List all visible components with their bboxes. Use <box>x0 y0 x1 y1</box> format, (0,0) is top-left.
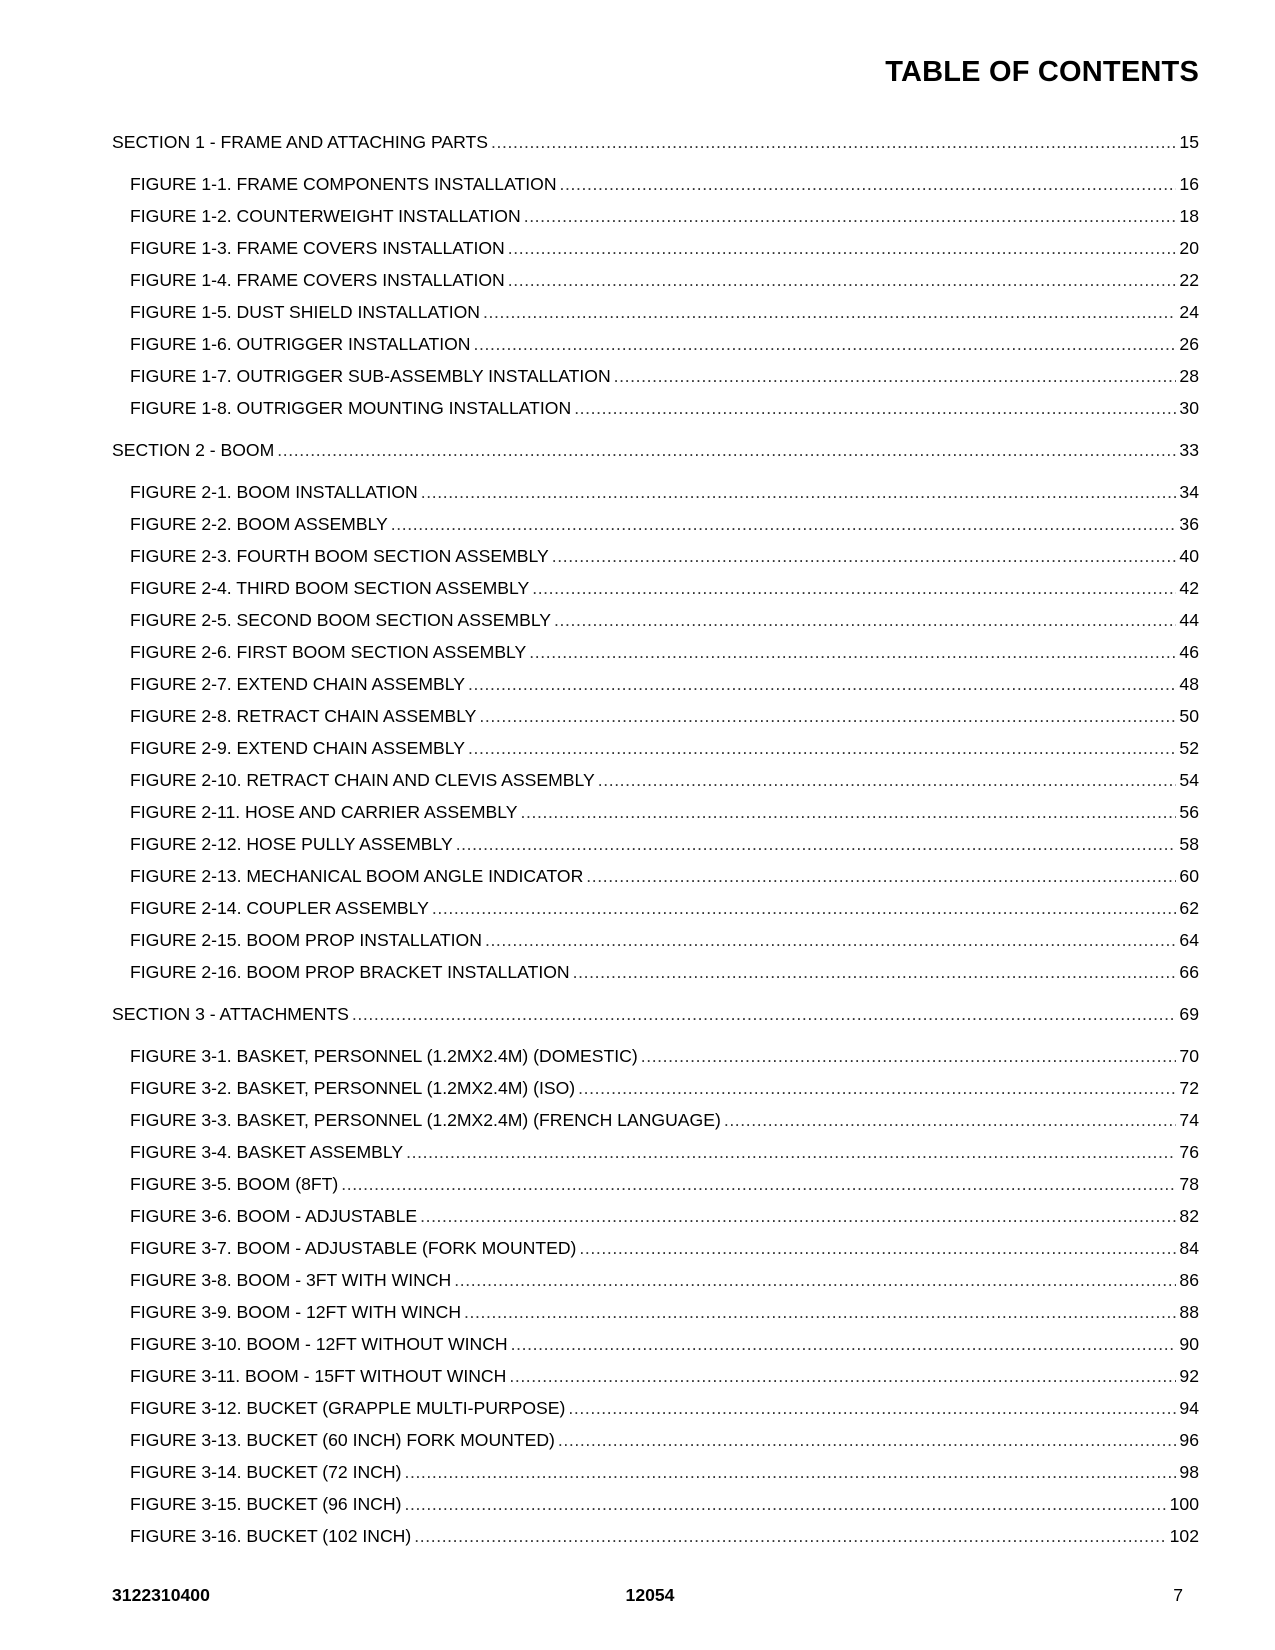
toc-figure-entry[interactable] <box>112 828 1199 860</box>
dot-leader <box>421 476 1176 508</box>
dot-leader <box>491 126 1176 158</box>
toc-entry-page-number: 74 <box>1179 1110 1199 1130</box>
toc-entry-label: FIGURE 3-3. BASKET, PERSONNEL (1.2MX2.4M) (FRENCH LANGUAGE) <box>130 1110 721 1130</box>
toc-figure-entry[interactable] <box>112 572 1199 604</box>
footer-doc-number: 3122310400 <box>112 1585 210 1605</box>
toc-entry-label: FIGURE 3-4. BASKET ASSEMBLY <box>130 1142 404 1162</box>
toc-entry-page-number: 33 <box>1179 440 1199 460</box>
table-of-contents <box>112 126 1199 1552</box>
dot-leader <box>508 232 1176 264</box>
toc-entry-label: FIGURE 3-5. BOOM (8FT) <box>130 1174 339 1194</box>
toc-entry-label: FIGURE 3-15. BUCKET (96 INCH) <box>130 1494 402 1514</box>
toc-figure-entry[interactable] <box>112 540 1199 572</box>
toc-entry-page-number: 98 <box>1179 1462 1199 1482</box>
dot-leader <box>586 860 1176 892</box>
toc-entry-label: FIGURE 3-10. BOOM - 12FT WITHOUT WINCH <box>130 1334 508 1354</box>
toc-entry-label: FIGURE 2-4. THIRD BOOM SECTION ASSEMBLY <box>130 578 530 598</box>
toc-entry-page-number: 52 <box>1179 738 1199 758</box>
toc-figure-entry[interactable] <box>112 1072 1199 1104</box>
dot-leader <box>277 434 1176 466</box>
toc-figure-entry[interactable] <box>112 1232 1199 1264</box>
toc-figure-entry[interactable] <box>112 1392 1199 1424</box>
dot-leader <box>558 1424 1176 1456</box>
toc-figure-entry[interactable] <box>112 1456 1199 1488</box>
toc-entry-page-number: 64 <box>1179 930 1199 950</box>
toc-figure-entry[interactable] <box>112 892 1199 924</box>
toc-entry-label: SECTION 2 - BOOM <box>112 440 275 460</box>
dot-leader <box>524 200 1176 232</box>
dot-leader <box>724 1104 1176 1136</box>
toc-entry-label: FIGURE 3-16. BUCKET (102 INCH) <box>130 1526 412 1546</box>
toc-entry-page-number: 50 <box>1179 706 1199 726</box>
dot-leader <box>474 328 1176 360</box>
toc-entry-label: FIGURE 1-5. DUST SHIELD INSTALLATION <box>130 302 480 322</box>
dot-leader <box>464 1296 1176 1328</box>
dot-leader <box>468 732 1176 764</box>
dot-leader <box>420 1200 1176 1232</box>
toc-entry-label: FIGURE 3-13. BUCKET (60 INCH) FORK MOUNTED) <box>130 1430 555 1450</box>
toc-entry-label: SECTION 1 - FRAME AND ATTACHING PARTS <box>112 132 489 152</box>
dot-leader <box>352 998 1176 1030</box>
dot-leader <box>414 1520 1166 1552</box>
toc-entry-page-number: 42 <box>1179 578 1199 598</box>
dot-leader <box>529 636 1176 668</box>
toc-entry-page-number: 20 <box>1179 238 1199 258</box>
toc-entry-page-number: 96 <box>1179 1430 1199 1450</box>
toc-entry-label: FIGURE 2-3. FOURTH BOOM SECTION ASSEMBLY <box>130 546 549 566</box>
toc-figure-entry[interactable] <box>112 168 1199 200</box>
toc-figure-entry[interactable] <box>112 604 1199 636</box>
dot-leader <box>479 700 1176 732</box>
footer-page-number: 7 <box>1173 1585 1183 1605</box>
toc-entry-label: FIGURE 3-6. BOOM - ADJUSTABLE <box>130 1206 418 1226</box>
toc-figure-entry[interactable] <box>112 764 1199 796</box>
toc-entry-label: FIGURE 1-4. FRAME COVERS INSTALLATION <box>130 270 505 290</box>
toc-entry-page-number: 16 <box>1179 174 1199 194</box>
toc-entry-label: FIGURE 3-12. BUCKET (GRAPPLE MULTI-PURPOSE) <box>130 1398 566 1418</box>
dot-leader <box>508 264 1176 296</box>
dot-leader <box>560 168 1176 200</box>
dot-leader <box>406 1136 1176 1168</box>
dot-leader <box>574 392 1176 424</box>
toc-entry-label: FIGURE 1-2. COUNTERWEIGHT INSTALLATION <box>130 206 521 226</box>
toc-entry-label: FIGURE 3-7. BOOM - ADJUSTABLE (FORK MOUNTED) <box>130 1238 577 1258</box>
dot-leader <box>511 1328 1176 1360</box>
toc-entry-label: FIGURE 1-8. OUTRIGGER MOUNTING INSTALLATION <box>130 398 572 418</box>
toc-entry-page-number: 66 <box>1179 962 1199 982</box>
dot-leader <box>614 360 1176 392</box>
toc-figure-entry[interactable] <box>112 328 1199 360</box>
toc-figure-entry[interactable] <box>112 1168 1199 1200</box>
toc-entry-label: FIGURE 2-7. EXTEND CHAIN ASSEMBLY <box>130 674 466 694</box>
toc-figure-entry[interactable] <box>112 264 1199 296</box>
toc-figure-entry[interactable] <box>112 476 1199 508</box>
toc-entry-label: FIGURE 1-1. FRAME COMPONENTS INSTALLATION <box>130 174 557 194</box>
toc-entry-page-number: 26 <box>1179 334 1199 354</box>
toc-entry-page-number: 90 <box>1179 1334 1199 1354</box>
toc-entry-page-number: 46 <box>1179 642 1199 662</box>
toc-figure-entry[interactable] <box>112 668 1199 700</box>
dot-leader <box>391 508 1176 540</box>
toc-entry-page-number: 18 <box>1179 206 1199 226</box>
toc-entry-page-number: 76 <box>1179 1142 1199 1162</box>
toc-figure-entry[interactable] <box>112 1040 1199 1072</box>
toc-figure-entry[interactable] <box>112 860 1199 892</box>
toc-entry-page-number: 78 <box>1179 1174 1199 1194</box>
toc-section-entry[interactable] <box>112 998 1199 1030</box>
toc-figure-entry[interactable] <box>112 200 1199 232</box>
toc-figure-entry[interactable] <box>112 700 1199 732</box>
toc-entry-page-number: 24 <box>1179 302 1199 322</box>
toc-figure-entry[interactable] <box>112 232 1199 264</box>
toc-entry-label: FIGURE 2-11. HOSE AND CARRIER ASSEMBLY <box>130 802 518 822</box>
page-title: TABLE OF CONTENTS <box>885 56 1199 88</box>
toc-entry-label: FIGURE 2-13. MECHANICAL BOOM ANGLE INDICATOR <box>130 866 584 886</box>
dot-leader <box>578 1072 1176 1104</box>
page-footer <box>112 1585 1199 1609</box>
toc-entry-label: FIGURE 3-2. BASKET, PERSONNEL (1.2MX2.4M) (ISO) <box>130 1078 576 1098</box>
toc-figure-entry[interactable] <box>112 360 1199 392</box>
toc-entry-label: FIGURE 2-12. HOSE PULLY ASSEMBLY <box>130 834 453 854</box>
toc-entry-label: FIGURE 3-11. BOOM - 15FT WITHOUT WINCH <box>130 1366 507 1386</box>
toc-entry-label: FIGURE 3-9. BOOM - 12FT WITH WINCH <box>130 1302 462 1322</box>
toc-figure-entry[interactable] <box>112 508 1199 540</box>
toc-figure-entry[interactable] <box>112 392 1199 424</box>
toc-entry-page-number: 60 <box>1179 866 1199 886</box>
toc-figure-entry[interactable] <box>112 296 1199 328</box>
toc-figure-entry[interactable] <box>112 1296 1199 1328</box>
toc-entry-page-number: 72 <box>1179 1078 1199 1098</box>
toc-entry-label: FIGURE 2-1. BOOM INSTALLATION <box>130 482 418 502</box>
toc-entry-page-number: 94 <box>1179 1398 1199 1418</box>
toc-figure-entry[interactable] <box>112 796 1199 828</box>
toc-entry-label: FIGURE 1-7. OUTRIGGER SUB-ASSEMBLY INSTALLATION <box>130 366 611 386</box>
toc-figure-entry[interactable] <box>112 1200 1199 1232</box>
toc-entry-label: FIGURE 3-14. BUCKET (72 INCH) <box>130 1462 402 1482</box>
toc-figure-entry[interactable] <box>112 1104 1199 1136</box>
dot-leader <box>598 764 1176 796</box>
dot-leader <box>432 892 1176 924</box>
toc-entry-page-number: 69 <box>1179 1004 1199 1024</box>
toc-entry-label: FIGURE 2-2. BOOM ASSEMBLY <box>130 514 388 534</box>
dot-leader <box>456 828 1176 860</box>
dot-leader <box>404 1488 1166 1520</box>
dot-leader <box>485 924 1176 956</box>
dot-leader <box>341 1168 1176 1200</box>
toc-entry-label: FIGURE 2-8. RETRACT CHAIN ASSEMBLY <box>130 706 477 726</box>
dot-leader <box>521 796 1177 828</box>
dot-leader <box>554 604 1176 636</box>
toc-entry-label: FIGURE 2-5. SECOND BOOM SECTION ASSEMBLY <box>130 610 552 630</box>
toc-entry-label: FIGURE 2-15. BOOM PROP INSTALLATION <box>130 930 482 950</box>
toc-entry-page-number: 82 <box>1179 1206 1199 1226</box>
toc-entry-page-number: 22 <box>1179 270 1199 290</box>
toc-entry-label: FIGURE 2-10. RETRACT CHAIN AND CLEVIS ASSEMBLY <box>130 770 595 790</box>
dot-leader <box>404 1456 1176 1488</box>
toc-entry-page-number: 36 <box>1179 514 1199 534</box>
toc-entry-page-number: 62 <box>1179 898 1199 918</box>
dot-leader <box>573 956 1176 988</box>
toc-entry-label: FIGURE 2-6. FIRST BOOM SECTION ASSEMBLY <box>130 642 527 662</box>
toc-entry-label: FIGURE 3-1. BASKET, PERSONNEL (1.2MX2.4M) (DOMESTIC) <box>130 1046 638 1066</box>
toc-entry-page-number: 100 <box>1169 1494 1199 1514</box>
toc-entry-label: SECTION 3 - ATTACHMENTS <box>112 1004 349 1024</box>
toc-entry-page-number: 92 <box>1179 1366 1199 1386</box>
dot-leader <box>579 1232 1176 1264</box>
toc-figure-entry[interactable] <box>112 636 1199 668</box>
toc-figure-entry[interactable] <box>112 732 1199 764</box>
toc-entry-page-number: 102 <box>1169 1526 1199 1546</box>
toc-figure-entry[interactable] <box>112 1136 1199 1168</box>
dot-leader <box>641 1040 1176 1072</box>
toc-entry-page-number: 15 <box>1179 132 1199 152</box>
toc-figure-entry[interactable] <box>112 956 1199 988</box>
dot-leader <box>568 1392 1176 1424</box>
toc-entry-page-number: 28 <box>1179 366 1199 386</box>
toc-entry-page-number: 88 <box>1179 1302 1199 1322</box>
toc-entry-page-number: 58 <box>1179 834 1199 854</box>
toc-entry-page-number: 54 <box>1179 770 1199 790</box>
dot-leader <box>509 1360 1176 1392</box>
toc-entry-page-number: 56 <box>1179 802 1199 822</box>
toc-entry-page-number: 30 <box>1179 398 1199 418</box>
toc-entry-page-number: 40 <box>1179 546 1199 566</box>
toc-entry-label: FIGURE 1-3. FRAME COVERS INSTALLATION <box>130 238 505 258</box>
toc-figure-entry[interactable] <box>112 1520 1199 1552</box>
toc-section-entry[interactable] <box>112 126 1199 158</box>
toc-entry-page-number: 48 <box>1179 674 1199 694</box>
dot-leader <box>483 296 1176 328</box>
toc-figure-entry[interactable] <box>112 1488 1199 1520</box>
toc-entry-page-number: 84 <box>1179 1238 1199 1258</box>
toc-entry-label: FIGURE 1-6. OUTRIGGER INSTALLATION <box>130 334 471 354</box>
dot-leader <box>532 572 1176 604</box>
toc-entry-label: FIGURE 2-14. COUPLER ASSEMBLY <box>130 898 429 918</box>
toc-figure-entry[interactable] <box>112 1328 1199 1360</box>
toc-entry-page-number: 86 <box>1179 1270 1199 1290</box>
toc-figure-entry[interactable] <box>112 1360 1199 1392</box>
toc-figure-entry[interactable] <box>112 1424 1199 1456</box>
toc-entry-label: FIGURE 3-8. BOOM - 3FT WITH WINCH <box>130 1270 452 1290</box>
toc-section-entry[interactable] <box>112 434 1199 466</box>
footer-code: 12054 <box>625 1585 675 1605</box>
toc-figure-entry[interactable] <box>112 924 1199 956</box>
toc-entry-page-number: 44 <box>1179 610 1199 630</box>
toc-entry-label: FIGURE 2-16. BOOM PROP BRACKET INSTALLATION <box>130 962 570 982</box>
toc-entry-page-number: 34 <box>1179 482 1199 502</box>
toc-entry-label: FIGURE 2-9. EXTEND CHAIN ASSEMBLY <box>130 738 466 758</box>
toc-figure-entry[interactable] <box>112 1264 1199 1296</box>
toc-entry-page-number: 70 <box>1179 1046 1199 1066</box>
dot-leader <box>468 668 1176 700</box>
dot-leader <box>552 540 1176 572</box>
dot-leader <box>454 1264 1176 1296</box>
